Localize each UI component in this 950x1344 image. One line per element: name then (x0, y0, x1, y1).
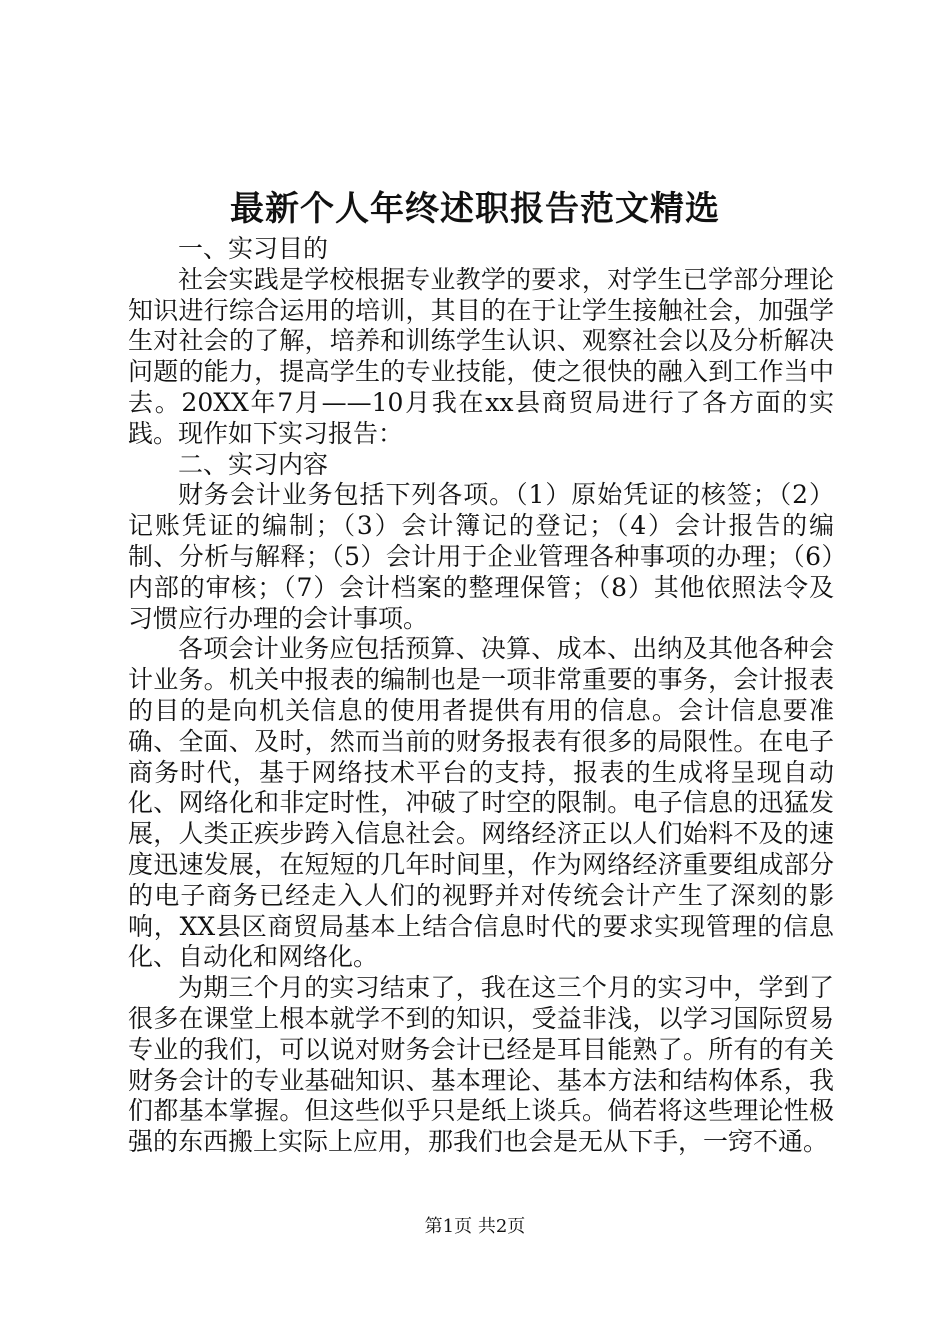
document-title: 最新个人年终述职报告范文精选 (230, 189, 720, 229)
page-number-footer: 第1页 共2页 (424, 1216, 526, 1237)
section-heading-content: 二、实习内容 (178, 449, 329, 479)
document-body (128, 234, 834, 1158)
section-heading-purpose: 一、实习目的 (178, 234, 329, 263)
paragraph-accounting-reports: 各项会计业务应包括预算、决算、成本、出纳及其他各种会计业务。机关中报表的编制也是一项非常重要的事务，会计报表的目的是向机关信息的使用者提供有用的信息。会计信息要准确、全面、及时，然而当前的财务报表有很多的局限性。在电子商务时代，基于网络技术平台的支持，报表的生成将呈现自动化、网络化和非定时性，冲破了时空的限制。电子信息的迅猛发展，人类正疾步跨入信息社会。网络经济正以人们始料不及的速度迅速发展，在短短的几年时间里，作为网络经济重要组成部分的电子商务已经走入人们的视野并对传统会计产生了深刻的影响，XX县区商贸局基本上结合信息时代的要求实现管理的信息化、自动化和网络化。 (128, 634, 834, 972)
paragraph-internship-summary: 为期三个月的实习结束了，我在这三个月的实习中，学到了很多在课堂上根本就学不到的知识，受益非浅，以学习国际贸易专业的我们，可以说对财务会计已经是耳目能熟了。所有的有关财务会计的专业基础知识、基本理论、基本方法和结构体系，我们都基本掌握。但这些似乎只是纸上谈兵。倘若将这些理论性极强的东西搬上实际上应用，那我们也会是无从下手，一窍不通。 (128, 973, 834, 1157)
paragraph-practice-overview: 社会实践是学校根据专业教学的要求，对学生已学部分理论知识进行综合运用的培训，其目的在于让学生接触社会，加强学生对社会的了解，培养和训练学生认识、观察社会以及分析解决问题的能力，提高学生的专业技能，使之很快的融入到工作当中去。20XX年7月——10月我在xx县商贸局进行了各方面的实践。现作如下实习报告： (128, 264, 834, 448)
paragraph-accounting-items: 财务会计业务包括下列各项。（1）原始凭证的核签；（2）记账凭证的编制；（3）会计簿记的登记；（4）会计报告的编制、分析与解释；（5）会计用于企业管理各种事项的办理；（6）内部的审核；（7）会计档案的整理保管；（8）其他依照法令及习惯应行办理的会计事项。 (128, 480, 834, 633)
